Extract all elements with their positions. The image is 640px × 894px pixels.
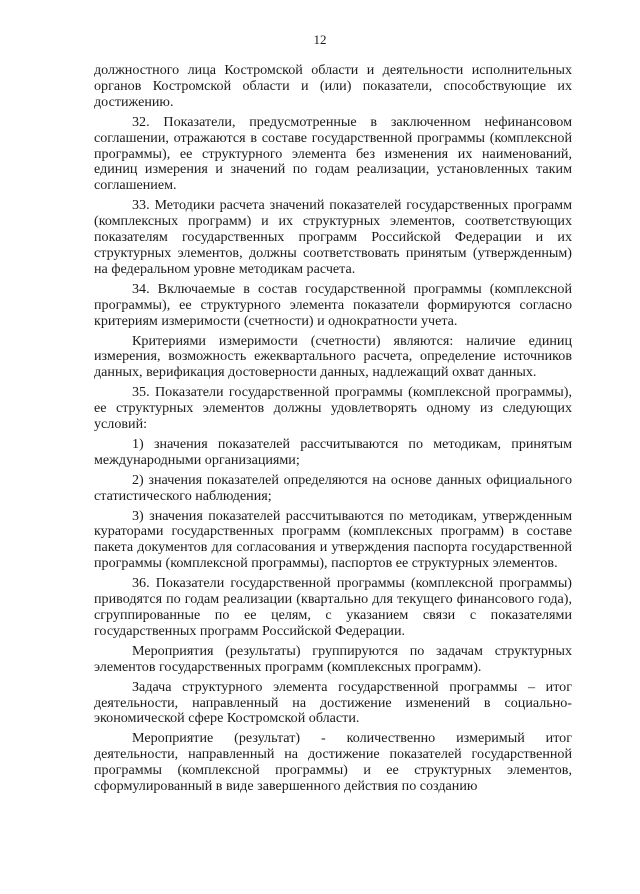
- paragraph: Задача структурного элемента государственной программы – итог деятельности, направленный на достижение изменений в социально-экономической сфере Костромской области.: [94, 678, 572, 727]
- paragraph: Критериями измеримости (счетности) являются: наличие единиц измерения, возможность ежеквартального расчета, определение источников данных, верификация достоверности данных, надлежащий охват данных.: [94, 332, 572, 381]
- paragraph: 36. Показатели государственной программы (комплексной программы) приводятся по годам реализации (квартально для текущего финансового года), сгруппированные по ее целям, с указанием связи с показателями государственных программ Российской Федерации.: [94, 575, 572, 639]
- paragraph: Мероприятия (результаты) группируются по задачам структурных элементов государственных программ (комплексных программ).: [94, 642, 572, 675]
- paragraph: 2) значения показателей определяются на основе данных официального статистического наблюдения;: [94, 471, 572, 504]
- paragraph: 35. Показатели государственной программы (комплексной программы), ее структурных элементов должны удовлетворять одному из следующих условий:: [94, 384, 572, 433]
- paragraph: Мероприятие (результат) - количественно измеримый итог деятельности, направленный на достижение показателей государственной программы (комплексной программы) и ее структурных элементов, сформулированный в виде завершенного действия по созданию: [94, 730, 572, 795]
- paragraph: 3) значения показателей рассчитываются по методикам, утвержденным кураторами государственных программ (комплексных программ) в составе пакета документов для согласования и утверждения паспорта государственной программы (комплексной программы), паспортов ее структурных элементов.: [94, 507, 572, 572]
- paragraph: 34. Включаемые в состав государственной программы (комплексной программы), ее структурного элемента показатели формируются согласно критериям измеримости (счетности) и однократности учета.: [94, 280, 572, 329]
- page-number: 12: [313, 32, 327, 47]
- document-body: [94, 63, 572, 799]
- paragraph: 1) значения показателей рассчитываются по методикам, принятым международными организациями;: [94, 435, 572, 468]
- paragraph: 32. Показатели, предусмотренные в заключенном нефинансовом соглашении, отражаются в составе государственной программы (комплексной программы), ее структурного элемента без изменения их наименований, единиц измерения и значений по годам реализации, установленных таким соглашением.: [94, 113, 572, 194]
- paragraph: 33. Методики расчета значений показателей государственных программ (комплексных программ) и их структурных элементов, соответствующих показателям государственных программ Российской Федерации и их структурных элементов, должны соответствовать принятым (утвержденным) на федеральном уровне методикам расчета.: [94, 197, 572, 277]
- paragraph: должностного лица Костромской области и деятельности исполнительных органов Костромской области и (или) показатели, способствующие их достижению.: [94, 62, 572, 110]
